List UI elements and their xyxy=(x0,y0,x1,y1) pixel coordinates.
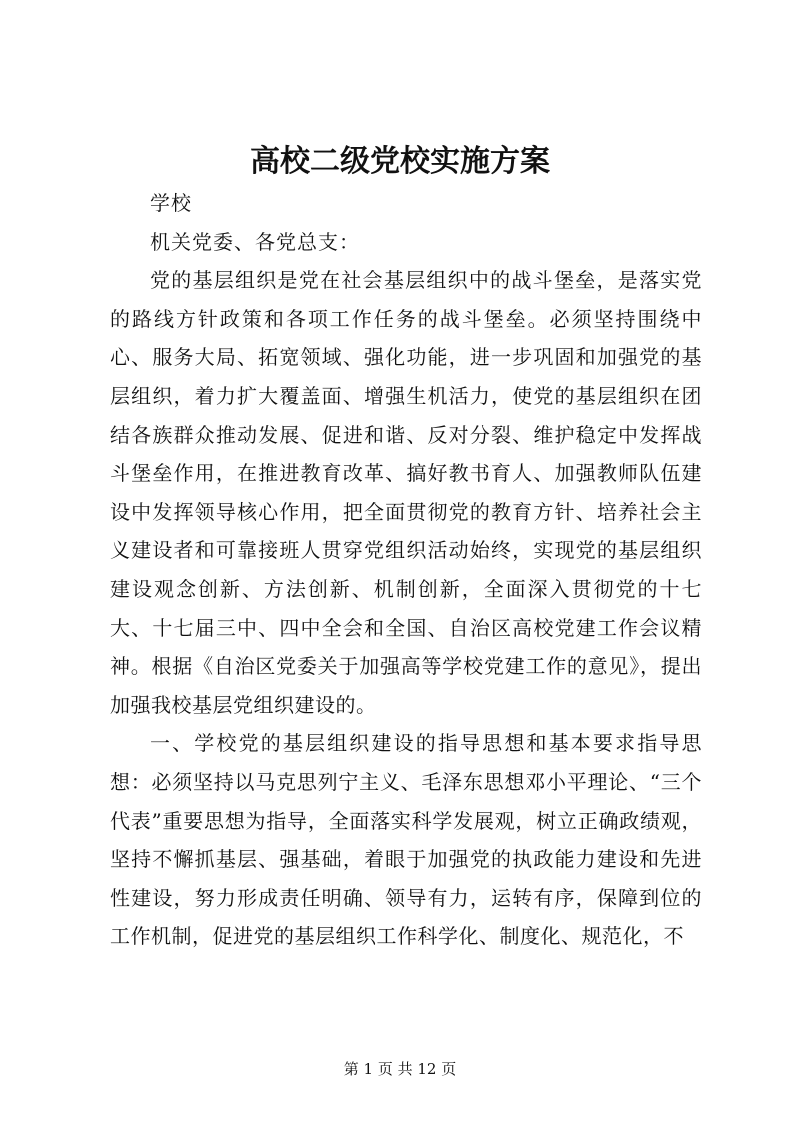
page-number-footer: 第 1 页 共 12 页 xyxy=(343,1060,457,1078)
body-paragraph-2: 一、学校党的基层组织建设的指导思想和基本要求指导思想：必须坚持以马克思列宁主义、毛泽东思想邓小平理论、“三个代表”重要思想为指导，全面落实科学发展观，树立正确政绩观，坚持不懈抓基层、强基础，着眼于加强党的执政能力建设和先进性建设，努力形成责任明确、领导有力，运转有序，保障到位的工作机制，促进党的基层组织工作科学化、制度化、规范化，不 xyxy=(110,731,702,949)
body-paragraph-1: 党的基层组织是党在社会基层组织中的战斗堡垒，是落实党的路线方针政策和各项工作任务的战斗堡垒。必须坚持围绕中心、服务大局、拓宽领域、强化功能，进一步巩固和加强党的基层组织，着力扩大覆盖面、增强生机活力，使党的基层组织在团结各族群众推动发展、促进和谐、反对分裂、维护稳定中发挥战斗堡垒作用，在推进教育改革、搞好教书育人、加强教师队伍建设中发挥领导核心作用，把全面贯彻党的教育方针、培养社会主义建设者和可靠接班人贯穿党组织活动始终，实现党的基层组织建设观念创新、方法创新、机制创新，全面深入贯彻党的十七大、十七届三中、四中全会和全国、自治区高校党建工作会议精神。根据《自治区党委关于加强高等学校党建工作的意见》，提出加强我校基层党组织建设的。 xyxy=(110,268,702,717)
salutation-line: 机关党委、各党总支： xyxy=(150,229,360,254)
recipient-line: 学校 xyxy=(150,191,192,215)
document-body xyxy=(110,184,702,956)
document-title: 高校二级党校实施方案 xyxy=(250,144,550,179)
